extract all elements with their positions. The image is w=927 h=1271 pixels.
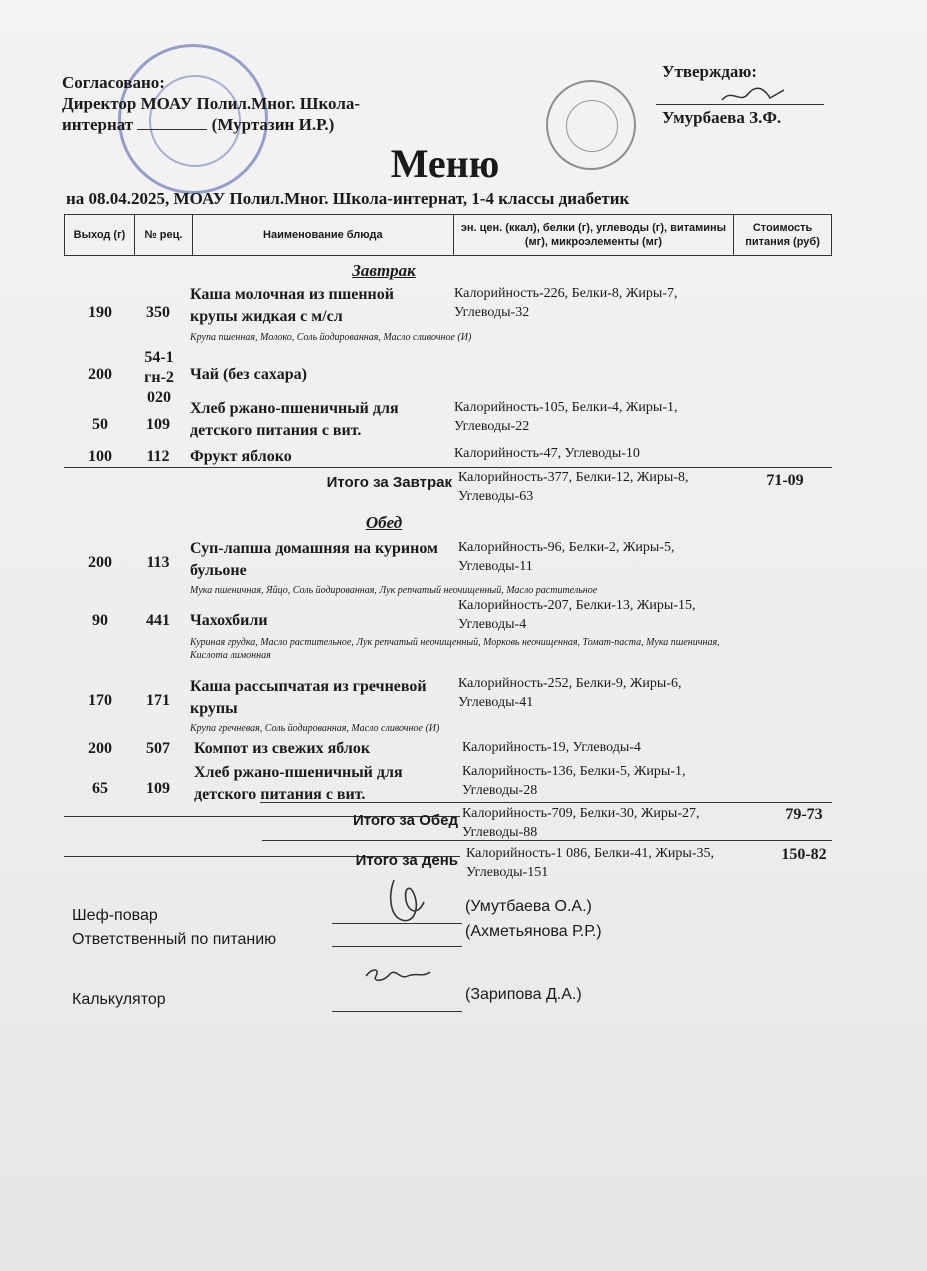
dish-ingredients: Крупа гречневая, Соль йодированная, Масло сливочное (И) xyxy=(190,723,440,734)
col-cost-header: Стоимость питания (руб) xyxy=(734,215,832,256)
output-cell: 200 xyxy=(88,554,112,571)
table-row xyxy=(64,596,832,672)
table-row xyxy=(64,444,832,468)
dish-ingredients: Крупа пшенная, Молоко, Соль йодированная, Масло сливочное (И) xyxy=(190,332,472,343)
dish-nutrition: Калорийность-47, Углеводы-10 xyxy=(454,446,640,461)
day-total-divider-top xyxy=(262,840,832,841)
col-output-header: Выход (г) xyxy=(65,215,135,256)
signature-role-calculator: Калькулятор xyxy=(72,991,166,1008)
page-title: Меню xyxy=(390,141,500,186)
approval-director-name: (Муртазин И.Р.) xyxy=(211,115,335,134)
dish-ingredients: Мука пшеничная, Яйцо, Соль йодированная, Лук репчатый неочищенный, Масло растительное xyxy=(190,585,598,596)
dish-name: Хлеб ржано-пшеничный для детского питания с вит. xyxy=(194,764,403,803)
dish-name: Фрукт яблоко xyxy=(190,448,292,465)
calculator-signature xyxy=(362,964,434,986)
output-cell: 200 xyxy=(88,366,112,383)
page-subtitle: на 08.04.2025, МОАУ Полил.Мног. Школа-интернат, 1-4 классы диабетик xyxy=(66,189,630,208)
dish-name: Суп-лапша домашняя на курином бульоне xyxy=(190,540,438,579)
signature-line xyxy=(332,923,462,924)
output-cell: 200 xyxy=(88,740,112,757)
signature-role-chef: Шеф-повар xyxy=(72,907,158,924)
dish-nutrition: Калорийность-96, Белки-2, Жиры-5, Углеводы-11 xyxy=(458,540,675,574)
recipe-cell: 112 xyxy=(146,448,170,465)
table-row xyxy=(64,738,832,762)
dish-nutrition: Калорийность-19, Углеводы-4 xyxy=(462,740,641,755)
breakfast-total-row xyxy=(64,468,832,508)
approval-label: Согласовано: xyxy=(62,73,165,92)
output-cell: 90 xyxy=(92,612,108,629)
signature-name-nutrition: (Ахметьянова Р.Р.) xyxy=(465,923,602,940)
total-label: Итого за день xyxy=(355,852,458,869)
menu-table-header xyxy=(64,214,832,256)
output-cell: 50 xyxy=(92,416,108,433)
total-nutrition: Калорийность-377, Белки-12, Жиры-8, Углеводы-63 xyxy=(458,470,689,504)
lunch-total-divider-top xyxy=(260,802,832,803)
section-breakfast-title: Завтрак xyxy=(352,261,416,280)
total-cost: 150-82 xyxy=(781,846,827,863)
total-cost: 71-09 xyxy=(766,472,804,489)
col-recipe-header: № рец. xyxy=(135,215,193,256)
approval-director-cont: интернат (Муртазин И.Р.) xyxy=(62,115,335,134)
signature-line xyxy=(332,946,462,947)
output-cell: 190 xyxy=(88,304,112,321)
section-lunch-title: Обед xyxy=(365,513,403,532)
output-cell: 65 xyxy=(92,780,108,797)
total-nutrition: Калорийность-709, Белки-30, Жиры-27, Углеводы-88 xyxy=(462,806,700,840)
recipe-cell: 441 xyxy=(146,612,170,629)
table-row xyxy=(64,398,832,444)
table-row xyxy=(64,674,832,738)
recipe-cell: 54-1гн-2020 xyxy=(144,349,174,406)
approver-name: Умурбаева З.Ф. xyxy=(662,108,782,127)
recipe-cell: 113 xyxy=(146,554,170,571)
total-label: Итого за Завтрак xyxy=(326,474,452,491)
output-cell: 100 xyxy=(88,448,112,465)
total-cost: 79-73 xyxy=(785,806,823,823)
total-nutrition: Калорийность-1 086, Белки-41, Жиры-35, Углеводы-151 xyxy=(466,846,714,880)
recipe-cell: 109 xyxy=(146,780,170,797)
dish-name: Хлеб ржано-пшеничный для детского питания с вит. xyxy=(190,400,399,439)
signature-role-nutrition: Ответственный по питанию xyxy=(72,931,277,948)
approval-block xyxy=(62,72,360,135)
recipe-cell: 350 xyxy=(146,304,170,321)
dish-nutrition: Калорийность-105, Белки-4, Жиры-1, Углеводы-22 xyxy=(454,400,678,434)
col-nutrition-header: эн. цен. (ккал), белки (г), углеводы (г), витамины (мг), микроэлементы (мг) xyxy=(453,215,733,256)
dish-ingredients: Куриная грудка, Масло растительное, Лук репчатый неочищенный, Морковь неочищенная, Томат-паста, Мука пшеничная, Кислота лимонная xyxy=(190,637,720,661)
chef-signature xyxy=(384,872,432,928)
dish-nutrition: Калорийность-226, Белки-8, Жиры-7, Углеводы-32 xyxy=(454,286,678,320)
approve-signature-line xyxy=(656,104,824,105)
dish-nutrition: Калорийность-136, Белки-5, Жиры-1, Углеводы-28 xyxy=(462,764,686,798)
recipe-cell: 171 xyxy=(146,692,170,709)
dish-name: Каша молочная из пшенной крупы жидкая с м/сл xyxy=(190,286,394,325)
recipe-cell: 507 xyxy=(146,740,170,757)
signature-name-calculator: (Зарипова Д.А.) xyxy=(465,986,582,1003)
col-name-header: Наименование блюда xyxy=(192,215,453,256)
dish-nutrition: Калорийность-252, Белки-9, Жиры-6, Углеводы-41 xyxy=(458,676,682,710)
output-cell: 170 xyxy=(88,692,112,709)
total-label: Итого за Обед xyxy=(352,812,458,829)
table-row xyxy=(64,762,832,806)
lunch-total-row xyxy=(64,804,832,844)
day-total-row xyxy=(64,844,832,884)
table-row xyxy=(64,348,832,406)
recipe-cell: 109 xyxy=(146,416,170,433)
signature-line xyxy=(332,1011,462,1012)
approve-label: Утверждаю: xyxy=(662,62,758,81)
approver-signature xyxy=(718,84,788,106)
table-row xyxy=(64,538,832,598)
dish-name: Чай (без сахара) xyxy=(190,366,307,383)
dish-name: Каша рассыпчатая из гречневой крупы xyxy=(190,678,427,717)
dish-name: Чахохбили xyxy=(190,612,268,629)
dish-name: Компот из свежих яблок xyxy=(194,740,371,757)
approval-director: Директор МОАУ Полил.Мног. Школа- xyxy=(62,94,361,113)
dish-nutrition: Калорийность-207, Белки-13, Жиры-15, Углеводы-4 xyxy=(458,598,696,632)
signature-name-chef: (Умутбаева О.А.) xyxy=(465,898,592,915)
table-row xyxy=(64,284,832,346)
